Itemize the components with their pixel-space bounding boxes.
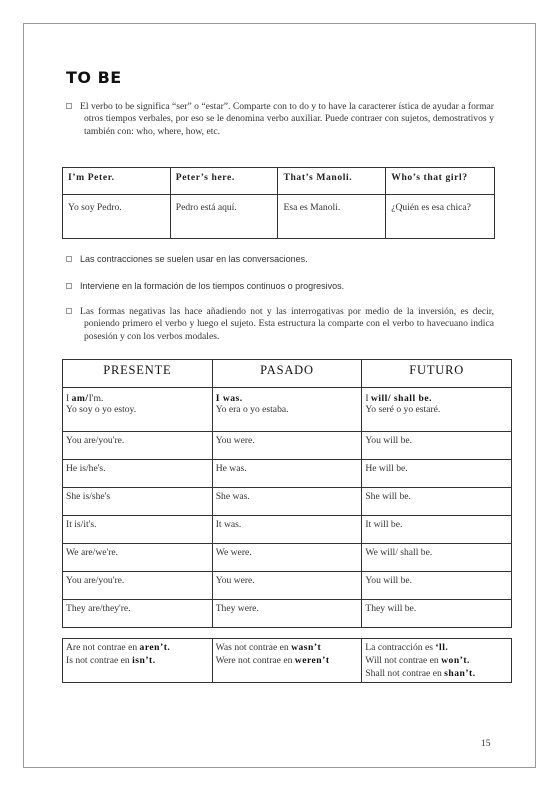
table-row (63, 488, 512, 516)
header-futuro: FUTURO (362, 360, 512, 388)
presente-cell: They are/they're. (63, 600, 213, 628)
checkbox-bullet-icon (66, 308, 72, 314)
table-row (63, 460, 512, 488)
table-row (63, 600, 512, 628)
examples-table (62, 167, 495, 239)
futuro-cell: They will be. (362, 600, 512, 628)
table-row (63, 544, 512, 572)
pasado-cell: It was. (212, 516, 362, 544)
pasado-cell: We were. (212, 544, 362, 572)
futuro-cell: You will be. (362, 432, 512, 460)
header-presente: PRESENTE (63, 360, 213, 388)
intro-paragraph: El verbo to be significa “ser” o “estar”. Comparte con to do y to have la caracterer ística de ayudar a formar otros tiempos verbales, por eso se le denomina verbo auxiliar. Puede contraer con sujetos, demostrativos y también con: who, where, how, etc. (66, 101, 494, 138)
pasado-cell: He was. (212, 460, 362, 488)
table-row (63, 432, 512, 460)
examples-translation-row (63, 195, 495, 239)
presente-cell: She is/she's (63, 488, 213, 516)
presente-cell: I am/I'm. Yo soy o yo estoy. (63, 388, 213, 432)
contractions-table (62, 638, 512, 683)
header-pasado: PASADO (212, 360, 362, 388)
futuro-cell: You will be. (362, 572, 512, 600)
examples-header-row (63, 168, 495, 195)
table-row (63, 516, 512, 544)
pasado-cell: You were. (212, 572, 362, 600)
page-number: 15 (481, 738, 491, 749)
presente-cell: We are/we're. (63, 544, 213, 572)
page-title: TO BE (66, 68, 122, 87)
example-cell: I’m Peter. (63, 168, 171, 195)
futuro-cell: She will be. (362, 488, 512, 516)
translation-cell: ¿Quién es esa chica? (386, 195, 495, 239)
futuro-cell: We will/ shall be. (362, 544, 512, 572)
checkbox-bullet-icon (66, 283, 72, 289)
futuro-cell: I will/ shall be. Yo seré o yo estaré. (362, 388, 512, 432)
table-row (63, 639, 512, 683)
futuro-cell: It will be. (362, 516, 512, 544)
pasado-cell: You were. (212, 432, 362, 460)
future-contractions-cell: La contracción es ‘ll. Will not contrae en won’t. Shall not contrae en shan’t. (362, 639, 512, 683)
present-contractions-cell: Are not contrae en aren’t. Is not contrae en isn’t. (63, 639, 213, 683)
note-contractions: Las contracciones se suelen usar en las conversaciones. (66, 253, 494, 266)
checkbox-bullet-icon (66, 256, 72, 262)
presente-cell: It is/it's. (63, 516, 213, 544)
conjugation-table (62, 359, 512, 628)
checkbox-bullet-icon (66, 103, 72, 109)
translation-cell: Pedro está aquí. (170, 195, 278, 239)
translation-cell: Yo soy Pedro. (63, 195, 171, 239)
translation-cell: Esa es Manoli. (278, 195, 386, 239)
table-row (63, 572, 512, 600)
presente-cell: He is/he's. (63, 460, 213, 488)
past-contractions-cell: Was not contrae en wasn’t Were not contrae en weren’t (212, 639, 362, 683)
futuro-cell: He will be. (362, 460, 512, 488)
pasado-cell: She was. (212, 488, 362, 516)
presente-cell: You are/you're. (63, 572, 213, 600)
conjugation-header-row (63, 360, 512, 388)
pasado-cell: I was. Yo era o yo estaba. (212, 388, 362, 432)
pasado-cell: They were. (212, 600, 362, 628)
table-row (63, 388, 512, 432)
note-negatives: Las formas negativas las hace añadiendo not y las interrogativas por medio de la inversión, es decir, poniendo primero el verbo y luego el sujeto. Esta estructura la comparte con el verbo to havecuano indica posesión y con los verbos modales. (66, 306, 494, 343)
presente-cell: You are/you're. (63, 432, 213, 460)
example-cell: That’s Manoli. (278, 168, 386, 195)
example-cell: Who’s that girl? (386, 168, 495, 195)
note-continuous: Interviene en la formación de los tiempos continuos o progresivos. (66, 280, 494, 293)
example-cell: Peter’s here. (170, 168, 278, 195)
